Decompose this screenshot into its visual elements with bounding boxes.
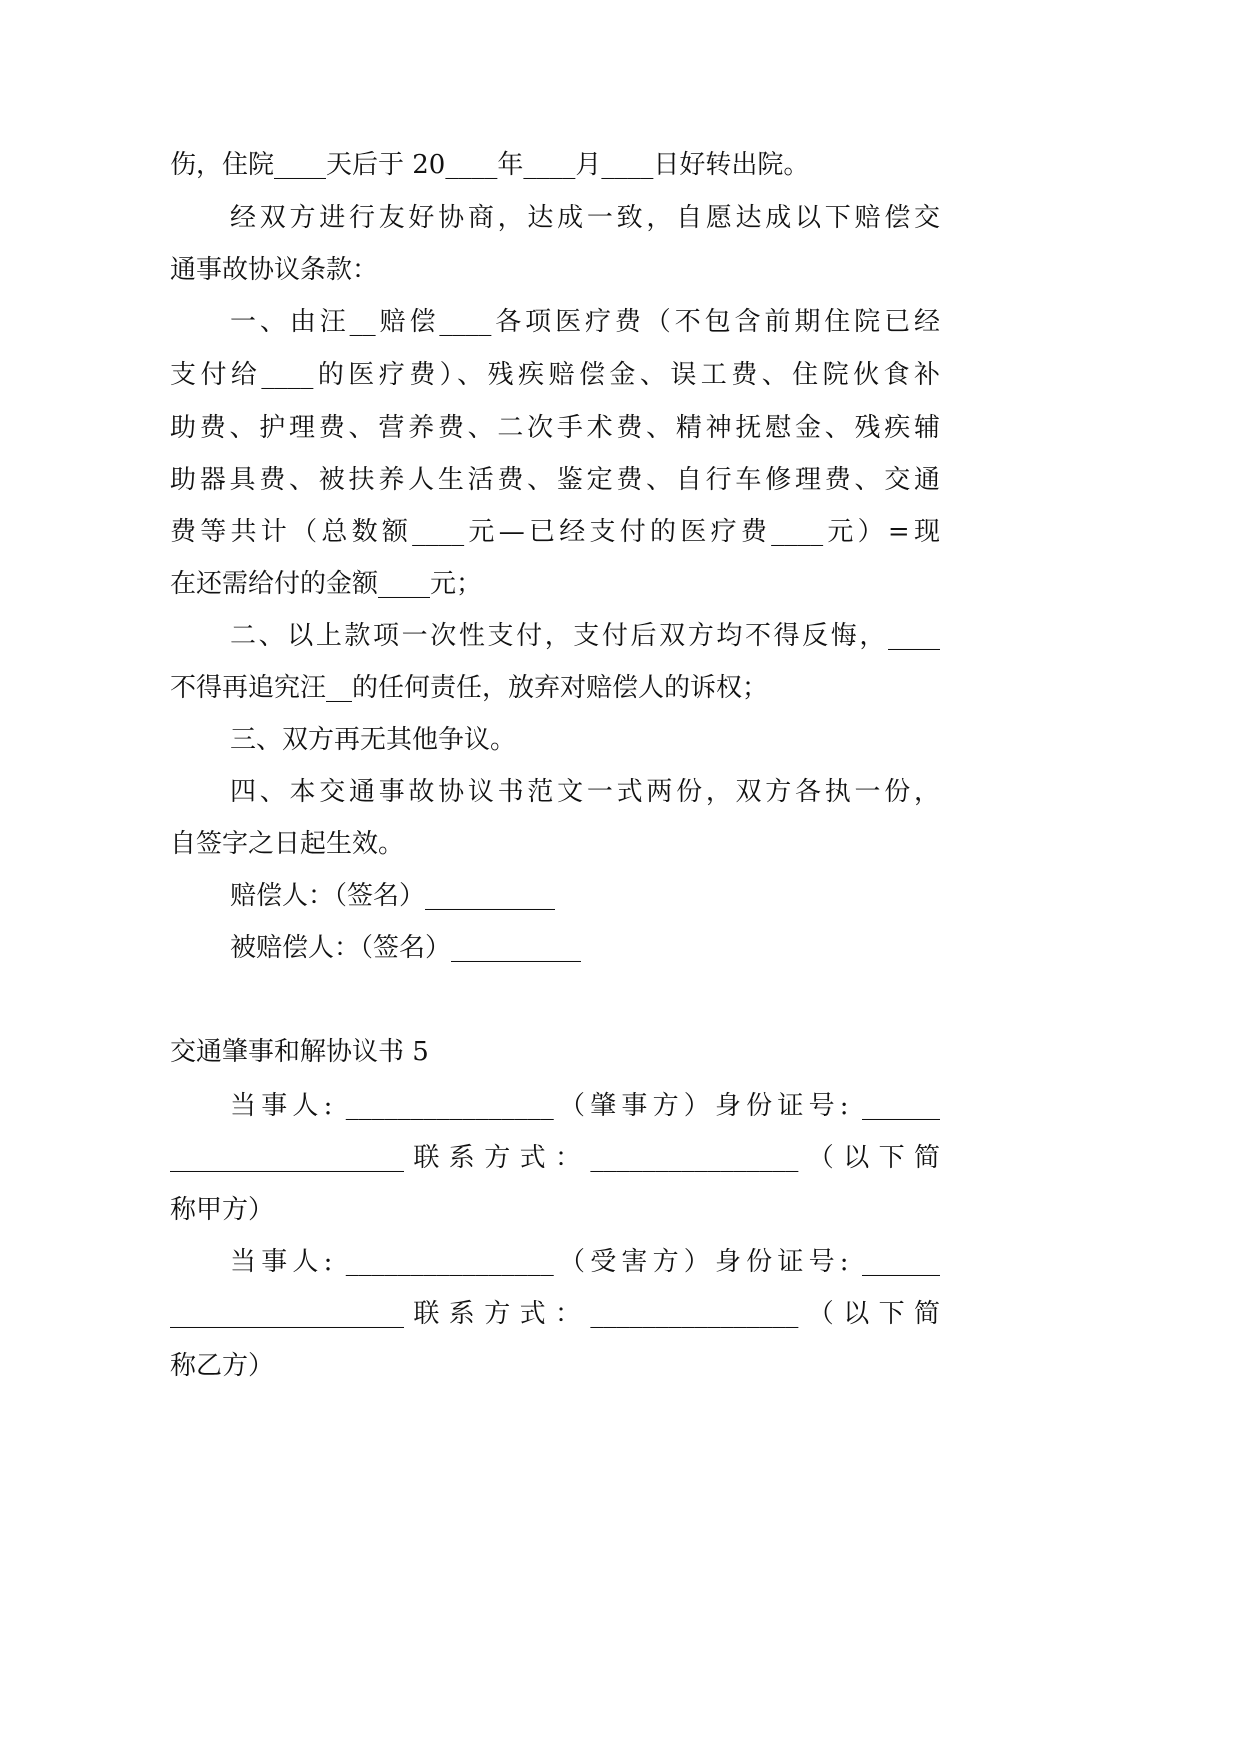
clause-2: 二、以上款项一次性支付，支付后双方均不得反悔，____ bbox=[230, 621, 940, 651]
compensator-signature: 赔偿人：（签名）__________ bbox=[230, 881, 556, 911]
text-line: 支付给____的医疗费）、残疾赔偿金、误工费、住院伙食补 bbox=[170, 360, 940, 390]
clause-3: 三、双方再无其他争议。 bbox=[230, 725, 517, 755]
compensatee-signature: 被赔偿人：（签名）__________ bbox=[230, 933, 582, 963]
party-b-line: 当事人: ________________（受害方）身份证号: ______ bbox=[230, 1247, 940, 1277]
text-line: 在还需给付的金额____元； bbox=[170, 569, 483, 599]
text-line: __________________联系方式：________________（以下简 bbox=[170, 1299, 940, 1329]
text-line: 费等共计（总数额____元—已经支付的医疗费____元）=现 bbox=[170, 517, 940, 547]
text-line: 通事故协议条款： bbox=[170, 255, 379, 285]
text-line: 称乙方） bbox=[170, 1351, 275, 1381]
clause-1: 一、由汪__赔偿____各项医疗费（不包含前期住院已经 bbox=[230, 307, 940, 337]
text-line: __________________联系方式：________________（以下简 bbox=[170, 1143, 940, 1173]
text-line: 称甲方） bbox=[170, 1195, 275, 1225]
text-line: 助器具费、被扶养人生活费、鉴定费、自行车修理费、交通 bbox=[170, 465, 940, 495]
section-title: 交通肇事和解协议书 5 bbox=[170, 1037, 429, 1067]
text-line: 自签字之日起生效。 bbox=[170, 829, 405, 859]
clause-4: 四、本交通事故协议书范文一式两份，双方各执一份， bbox=[230, 777, 940, 807]
party-a-line: 当事人: ________________（肇事方）身份证号: ______ bbox=[230, 1091, 940, 1121]
text-line: 经双方进行友好协商，达成一致，自愿达成以下赔偿交 bbox=[230, 203, 940, 233]
text-line: 助费、护理费、营养费、二次手术费、精神抚慰金、残疾辅 bbox=[170, 413, 940, 443]
text-line: 不得再追究汪__的任何责任，放弃对赔偿人的诉权； bbox=[170, 673, 769, 703]
text-line: 伤，住院____天后于 20____年____月____日好转出院。 bbox=[170, 150, 810, 180]
